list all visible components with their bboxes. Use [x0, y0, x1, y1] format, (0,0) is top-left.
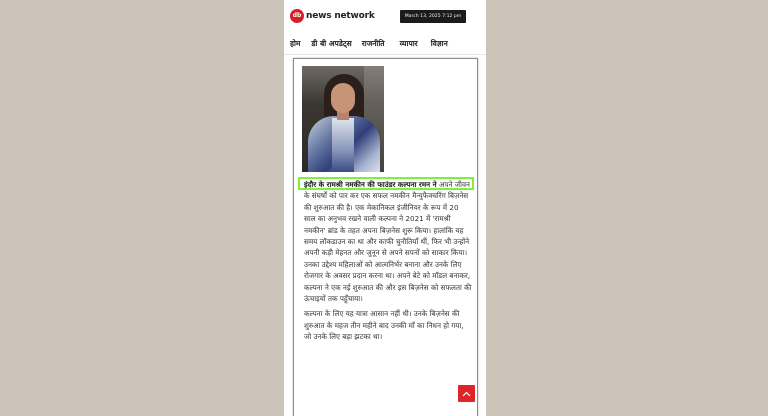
article-paragraph [304, 179, 472, 304]
nav-item-db-updates[interactable]: डी बी अपडेट्स [311, 39, 352, 48]
article-card [293, 58, 478, 416]
paragraph-text: अपने जीवन के संघर्षों को पार कर एक सफल नमकीन मैन्युफैक्चरिंग बिज़नेस की शुरुआत की है। एक मेकानिकल इंजीनियर के रूप में 20 साल का अनुभव रखने वाली कल्पना ने 2021 में 'रामश्री नमकीन' ब्रांड के तहत अपना बिज़नेस शुरू किया। हालांकि यह समय लॉकडाउन का था और काफी चुनौतियाँ थीं, फिर भी उन्होंने अपनी कड़ी मेहनत और जुनून से अपने सपनों को साकार किया। उनका उद्देश्य महिलाओं को आत्मनिर्भर बनाना और उनके लिए रोजगार के अवसर प्रदान करना था। अपने बेटे को मॉडल बनाकर, कल्पना ने एक नई शुरुआत की और इस बिज़नेस को सफलता की ऊंचाइयों तक पहुँचाया। [304, 180, 472, 304]
logo-text: news network [306, 11, 375, 21]
main-nav [284, 34, 486, 55]
nav-item-politics[interactable]: राजनीति [361, 39, 385, 48]
date-badge: March 13, 2025 7:12 pm [400, 10, 466, 23]
chevron-up-icon [462, 391, 471, 397]
nav-item-science[interactable]: विज्ञान [430, 39, 448, 48]
scroll-to-top-button[interactable] [458, 385, 475, 402]
article-paragraph-2: कल्पना के लिए यह यात्रा आसान नहीं थी। उनके बिज़नेस की शुरुआत के महज तीन महीने बाद उनकी माँ का निधन हो गया, जो उनके लिए बड़ा झटका था। [304, 309, 464, 342]
highlighted-lead: इंदौर के रामश्री नमकीन की फाउंडर कल्पना रमन ने [304, 180, 437, 189]
mobile-page [284, 0, 486, 416]
logo-badge: db [290, 9, 304, 23]
article-body [304, 179, 472, 343]
portrait-photo [302, 66, 384, 172]
site-header [284, 0, 486, 32]
nav-item-business[interactable]: व्यापार [399, 39, 418, 48]
nav-item-home[interactable]: होम [290, 39, 301, 48]
site-logo[interactable] [290, 9, 375, 23]
